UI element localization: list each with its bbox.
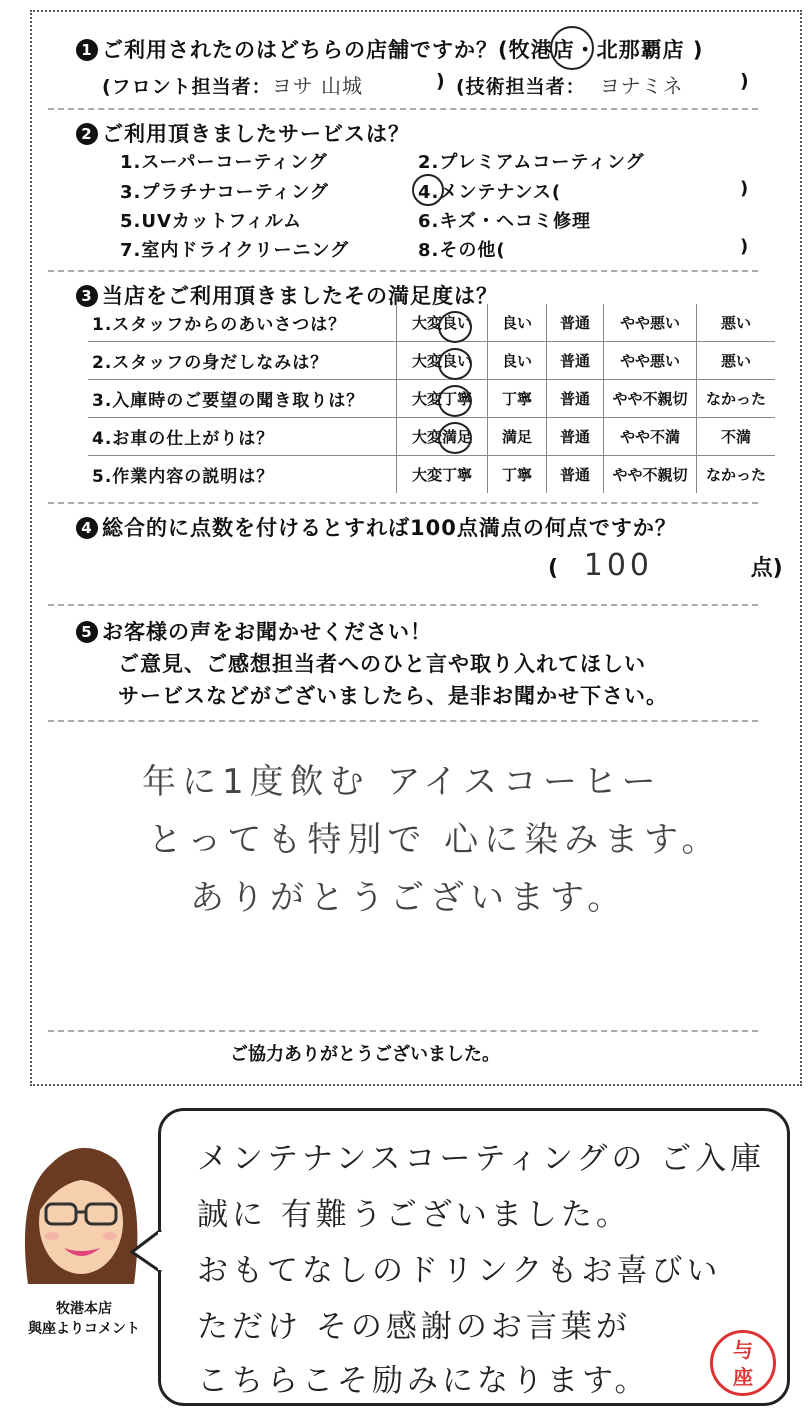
q5-instructions-2: サービスなどがございましたら、是非お聞かせ下さい。 xyxy=(118,684,668,708)
row-label: 1.スタッフからのあいさつは？ xyxy=(92,315,347,335)
q3-question: 当店をご利用頂きましたその満足度は？ xyxy=(102,284,498,308)
service-8-close: ) xyxy=(740,236,750,257)
q1-dot: ・ xyxy=(574,38,597,62)
option-cell: 良い xyxy=(488,304,547,342)
q5-title xyxy=(76,616,432,646)
option-cell: やや不親切 xyxy=(604,456,697,494)
table-row xyxy=(88,456,775,494)
option-cell: 大変良い xyxy=(397,342,488,380)
service-2: 2.プレミアムコーティング xyxy=(418,152,645,173)
table-row xyxy=(88,304,775,342)
front-staff-value: ヨサ 山城 xyxy=(271,74,364,98)
separator xyxy=(48,108,758,110)
row-label: 3.入庫時のご要望の聞き取りは？ xyxy=(92,391,365,411)
bubble-tail-icon xyxy=(130,1228,162,1274)
service-7: 7.室内ドライクリーニング xyxy=(120,240,350,261)
option-cell: やや不満 xyxy=(604,418,697,456)
option-cell: やや悪い xyxy=(604,342,697,380)
customer-voice-line: 年に1度飲む アイスコーヒー xyxy=(142,762,662,802)
score-field xyxy=(548,548,783,583)
q5-question: お客様の声をお聞かせください！ xyxy=(102,620,432,644)
option-cell: 不満 xyxy=(697,418,776,456)
q5-instructions-1: ご意見、ご感想担当者へのひと言や取り入れてほしい xyxy=(118,652,646,676)
q4-number: 4 xyxy=(76,517,98,539)
q2-title xyxy=(76,118,410,148)
score-unit: 点) xyxy=(750,556,783,581)
option-cell: 悪い xyxy=(697,304,776,342)
separator xyxy=(48,502,758,504)
q3-number: 3 xyxy=(76,285,98,307)
customer-voice-line: とっても特別で 心に染みます。 xyxy=(148,820,722,860)
option-cell: なかった xyxy=(697,380,776,418)
option-cell: 大変良い xyxy=(397,304,488,342)
q2-number: 2 xyxy=(76,123,98,145)
row-label: 4.お車の仕上がりは？ xyxy=(92,429,275,449)
q1-store-a: 牧港店 xyxy=(508,38,575,62)
comment-line: メンテナンスコーティングの ご入庫 xyxy=(197,1141,766,1177)
service-6: 6.キズ・ヘコミ修理 xyxy=(418,211,592,232)
comment-line: おもてなしのドリンクもお喜びい xyxy=(197,1253,722,1289)
satisfaction-table xyxy=(88,304,775,493)
row-label: 2.スタッフの身だしなみは？ xyxy=(92,353,329,373)
tech-staff-row xyxy=(456,70,684,99)
option-cell: 普通 xyxy=(547,418,604,456)
q4-question: 総合的に点数を付けるとすれば100点満点の何点ですか？ xyxy=(102,516,677,540)
service-4: 4.メンテナンス( xyxy=(418,182,562,203)
customer-voice-line: ありがとうございます。 xyxy=(190,878,628,918)
option-cell: 大変満足 xyxy=(397,418,488,456)
option-cell: やや悪い xyxy=(604,304,697,342)
q4-title xyxy=(76,512,677,542)
footer-thanks: ご協力ありがとうございました。 xyxy=(230,1044,500,1065)
comment-line: ただけ その感謝のお言葉が xyxy=(197,1309,631,1345)
comment-line: こちらこそ励みになります。 xyxy=(197,1363,650,1399)
q1-close-b: ) xyxy=(740,70,750,92)
staff-comment-bubble xyxy=(158,1108,790,1406)
service-1: 1.スーパーコーティング xyxy=(120,152,328,173)
score-value: 100 xyxy=(583,548,653,583)
q1-close-a: ) xyxy=(436,70,446,92)
option-cell: やや不親切 xyxy=(604,380,697,418)
table-row xyxy=(88,418,775,456)
q1-store-b: 北那覇店 ) xyxy=(596,38,704,62)
q1-staff-row xyxy=(102,70,363,99)
option-cell: 良い xyxy=(488,342,547,380)
service-4-circle xyxy=(412,174,444,206)
score-open: ( xyxy=(548,556,559,581)
option-cell: 丁寧 xyxy=(488,380,547,418)
name-stamp xyxy=(710,1330,776,1396)
comment-line: 誠に 有難うございました。 xyxy=(197,1197,631,1233)
q1-question: ご利用されたのはどちらの店舗ですか？( xyxy=(102,38,509,62)
q1-title xyxy=(76,34,704,64)
service-5: 5.UVカットフィルム xyxy=(120,211,303,232)
option-cell: 大変丁寧 xyxy=(397,456,488,494)
separator xyxy=(48,720,758,722)
option-cell: 普通 xyxy=(547,380,604,418)
option-cell: 大変丁寧 xyxy=(397,380,488,418)
service-8: 8.その他( xyxy=(418,240,506,261)
separator xyxy=(48,1030,758,1032)
option-cell: 普通 xyxy=(547,304,604,342)
q1-number: 1 xyxy=(76,39,98,61)
tech-staff-value: ヨナミネ xyxy=(599,74,684,98)
row-label: 5.作業内容の説明は？ xyxy=(92,467,275,487)
option-cell: 丁寧 xyxy=(488,456,547,494)
front-staff-label: (フロント担当者： xyxy=(102,76,272,98)
q5-number: 5 xyxy=(76,621,98,643)
option-cell: 悪い xyxy=(697,342,776,380)
option-cell: なかった xyxy=(697,456,776,494)
option-cell: 普通 xyxy=(547,342,604,380)
answer-circle xyxy=(438,385,472,417)
table-row xyxy=(88,380,775,418)
q2-question: ご利用頂きましたサービスは？ xyxy=(102,122,410,146)
answer-circle xyxy=(438,422,472,454)
stamp-char-top: 与 xyxy=(733,1338,753,1362)
tech-staff-label: (技術担当者： xyxy=(456,76,586,98)
table-row xyxy=(88,342,775,380)
option-cell: 普通 xyxy=(547,456,604,494)
service-3: 3.プラチナコーティング xyxy=(120,182,329,203)
separator xyxy=(48,270,758,272)
q1-store-circle xyxy=(550,26,594,70)
option-cell: 満足 xyxy=(488,418,547,456)
answer-circle xyxy=(438,348,472,380)
avatar-caption-comment: 與座よりコメント xyxy=(28,1321,140,1337)
separator xyxy=(48,604,758,606)
answer-circle xyxy=(438,311,472,343)
service-4-close: ) xyxy=(740,178,750,199)
avatar-caption-store: 牧港本店 xyxy=(56,1301,112,1317)
stamp-char-bottom: 座 xyxy=(733,1365,753,1389)
